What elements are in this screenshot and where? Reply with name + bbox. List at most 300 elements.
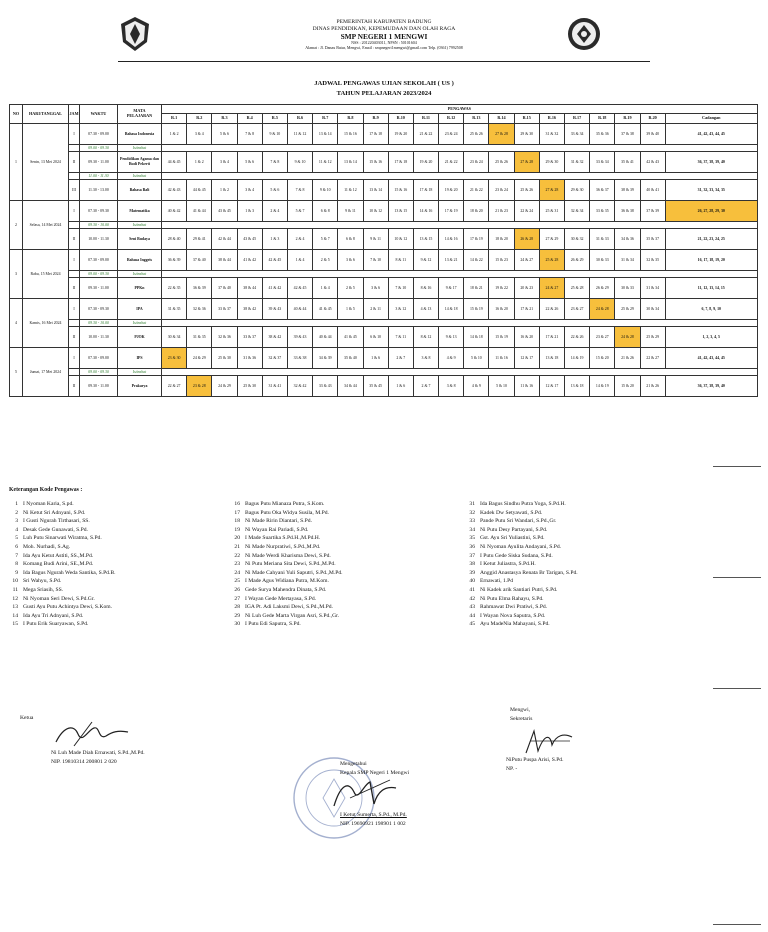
supervisor-pair-cell: 14 & 19 xyxy=(590,376,615,397)
supervisor-code-entry xyxy=(224,560,343,569)
supervisor-pair-cell: 25 & 30 xyxy=(237,376,262,397)
exam-time: 07.30 - 09.00 xyxy=(80,250,118,271)
supervisor-code-entry xyxy=(224,586,343,595)
day-date: Jumat, 17 Mei 2024 xyxy=(23,348,69,397)
col-header-room: R.16 xyxy=(539,114,564,124)
supervisor-pair-cell: 15 & 19 xyxy=(464,299,489,320)
supervisor-pair-cell: 12 & 17 xyxy=(539,376,564,397)
supervisor-pair-cell: 44 & 45 xyxy=(187,180,212,201)
supervisor-pair-cell: 7 & 8 xyxy=(237,124,262,145)
supervisor-code: 16 xyxy=(234,501,240,507)
supervisor-code: 21 xyxy=(234,543,240,550)
break-label: Istirahat xyxy=(118,271,162,278)
supervisor-pair-cell: 19 & 20 xyxy=(439,180,464,201)
supervisor-code: 7 xyxy=(15,552,18,559)
supervisor-code-legend-title: Keterangan Kode Pengawas : xyxy=(9,487,83,493)
reserve-supervisors: 36, 37, 38, 39, 40 xyxy=(665,376,757,397)
supervisor-code: 43 xyxy=(469,604,475,611)
supervisor-name: I Nyoman Karia, S.pd. xyxy=(23,501,74,507)
supervisor-code-entry xyxy=(224,603,343,612)
supervisor-pair-cell: 23 & 27 xyxy=(590,327,615,348)
supervisor-pair-cell: 13 & 14 xyxy=(338,152,363,173)
supervisor-pair-cell: 17 & 18 xyxy=(413,180,438,201)
signature-ketua-nip: NIP. 19810314 200801 2 020 xyxy=(51,758,117,765)
break-row xyxy=(10,145,758,152)
supervisor-code-entry xyxy=(459,526,578,535)
supervisor-code: 24 xyxy=(234,569,240,576)
reserve-supervisors: 1, 2, 3, 4, 5 xyxy=(665,327,757,348)
supervisor-pair-cell: 21 & 22 xyxy=(439,152,464,173)
supervisor-pair-cell: 16 & 20 xyxy=(514,327,539,348)
supervisor-pair-cell: 5 & 6 xyxy=(237,152,262,173)
supervisor-pair-cell: 31 & 35 xyxy=(187,327,212,348)
supervisor-pair-cell: 22 & 35 xyxy=(162,278,187,299)
col-header-room: R.4 xyxy=(237,114,262,124)
supervisor-code-entry xyxy=(224,517,343,526)
supervisor-name: Anggid Anastasya Renata Br Tarigan, S.Pd. xyxy=(480,569,578,576)
break-time: 09.30 - 10.00 xyxy=(80,222,118,229)
exam-row xyxy=(10,299,758,320)
day-number: 4 xyxy=(10,299,23,348)
supervisor-pair-cell: 1 & 2 xyxy=(187,152,212,173)
exam-subject: Pendidikan Agama dan Budi Pekerti xyxy=(118,152,162,173)
supervisor-pair-cell: 3 & 4 xyxy=(187,124,212,145)
supervisor-pair-cell: 24 & 27 xyxy=(514,250,539,271)
supervisor-code-entry xyxy=(2,620,116,629)
col-header-room: R.14 xyxy=(489,114,514,124)
signature-kepala-name: I Ketut Sumerta, S.Pd., M.Pd. xyxy=(340,812,407,818)
col-header-room: R.2 xyxy=(187,114,212,124)
supervisor-pair-cell: 44 & 45 xyxy=(162,152,187,173)
exam-jam: I xyxy=(69,299,80,320)
supervisor-pair-cell: 6 & 8 xyxy=(338,229,363,250)
supervisor-pair-cell: 22 & 26 xyxy=(539,299,564,320)
supervisor-pair-cell: 3 & 6 xyxy=(338,250,363,271)
supervisor-pair-cell: 38 & 44 xyxy=(237,278,262,299)
supervisor-pair-cell: 34 & 36 xyxy=(615,229,640,250)
col-header-no: NO xyxy=(10,105,23,124)
supervisor-pair-cell: 25 & 30 xyxy=(212,348,237,369)
supervisor-code-entry xyxy=(2,595,116,604)
supervisor-pair-cell: 13 & 15 xyxy=(388,201,413,222)
supervisor-name: Ni Putu Elma Rahayu, S.Pd. xyxy=(480,595,544,602)
break-row xyxy=(10,369,758,376)
supervisor-pair-cell: 25 & 31 xyxy=(539,201,564,222)
supervisor-name: Ayu MadeNia Mahayani, S.Pd. xyxy=(480,621,550,628)
supervisor-pair-cell: 42 & 43 xyxy=(640,152,665,173)
supervisor-pair-cell: 43 & 45 xyxy=(212,201,237,222)
supervisor-name: Ni Kadek arik Santiari Putri, S.Pd. xyxy=(480,586,558,593)
supervisor-pair-cell: 1 & 3 xyxy=(262,229,287,250)
supervisor-pair-cell: 23 & 30 xyxy=(162,348,187,369)
day-date: Senin, 13 Mei 2024 xyxy=(23,124,69,201)
supervisor-pair-cell: 28 & 40 xyxy=(162,229,187,250)
col-header-subject xyxy=(118,105,162,124)
reserve-supervisors: 31, 32, 33, 34, 35 xyxy=(665,180,757,201)
supervisor-pair-cell: 23 & 28 xyxy=(187,376,212,397)
supervisor-name: Desak Gede Gunawati, S.Pd. xyxy=(23,526,88,533)
supervisor-pair-cell: 9 & 11 xyxy=(363,229,388,250)
supervisor-pair-cell: 36 & 38 xyxy=(615,201,640,222)
supervisor-pair-cell: 34 & 39 xyxy=(313,348,338,369)
col-header-jam: JAM xyxy=(69,105,80,124)
supervisor-code: 17 xyxy=(234,509,240,516)
supervisor-code: 39 xyxy=(469,569,475,576)
supervisor-pair-cell: 33 & 37 xyxy=(212,299,237,320)
supervisor-pair-cell: 26 & 28 xyxy=(514,229,539,250)
supervisor-pair-cell: 5 & 6 xyxy=(262,180,287,201)
supervisor-pair-cell: 23 & 24 xyxy=(464,152,489,173)
supervisor-pair-cell: 8 & 16 xyxy=(413,278,438,299)
supervisor-pair-cell: 30 & 33 xyxy=(590,250,615,271)
supervisor-code: 25 xyxy=(234,578,240,585)
supervisor-name: Ida Ayu Tri Adnyani, S.Pd. xyxy=(23,612,84,619)
break-row xyxy=(10,173,758,180)
letterhead-line-1: PEMERINTAH KABUPATEN BADUNG xyxy=(336,19,432,25)
exam-jam: II xyxy=(69,376,80,397)
supervisor-pair-cell: 22 & 27 xyxy=(640,348,665,369)
supervisor-code-entry xyxy=(2,560,116,569)
supervisor-pair-cell: 6 & 10 xyxy=(363,327,388,348)
exam-row xyxy=(10,229,758,250)
supervisor-pair-cell: 30 & 34 xyxy=(162,327,187,348)
supervisor-pair-cell: 39 & 43 xyxy=(287,327,312,348)
supervisor-name: Ni Luh Gede Marta Virgan Asri, S.Pd.,Gr. xyxy=(245,612,340,619)
supervisor-code: 34 xyxy=(469,526,475,533)
signature-sekretaris-nip: NP. - xyxy=(506,765,518,772)
signature-kepala-block xyxy=(340,811,407,828)
supervisor-code-entry xyxy=(2,509,116,518)
supervisor-pair-cell: 14 & 19 xyxy=(565,348,590,369)
day-number: 1 xyxy=(10,124,23,201)
supervisor-pair-cell: 13 & 14 xyxy=(313,124,338,145)
break-empty xyxy=(162,320,758,327)
supervisor-pair-cell: 15 & 16 xyxy=(338,124,363,145)
supervisor-code: 13 xyxy=(12,604,18,611)
supervisor-pair-cell: 25 & 29 xyxy=(615,299,640,320)
supervisor-pair-cell: 6 & 8 xyxy=(313,201,338,222)
supervisor-code: 40 xyxy=(469,578,475,585)
supervisor-code-entry xyxy=(459,560,578,569)
break-empty xyxy=(162,271,758,278)
break-jam xyxy=(69,271,80,278)
supervisor-name: Ida Ayu Ketut Astiti, SS.,M.Pd. xyxy=(23,552,94,559)
supervisor-pair-cell: 8 & 12 xyxy=(413,327,438,348)
supervisor-pair-cell: 33 & 35 xyxy=(590,201,615,222)
supervisor-pair-cell: 3 & 4 xyxy=(212,152,237,173)
supervisor-pair-cell: 25 & 28 xyxy=(539,250,564,271)
day-number: 2 xyxy=(10,201,23,250)
supervisor-code-list-2 xyxy=(224,500,343,629)
supervisor-pair-cell: 7 & 10 xyxy=(363,250,388,271)
exam-jam: I xyxy=(69,250,80,271)
supervisor-pair-cell: 13 & 18 xyxy=(539,348,564,369)
supervisor-code-entry xyxy=(2,526,116,535)
supervisor-pair-cell: 38 & 42 xyxy=(237,299,262,320)
exam-time: 11.30 - 13.00 xyxy=(80,180,118,201)
supervisor-name: Pande Putu Sri Wandari, S.Pd.,Gr. xyxy=(480,518,557,525)
supervisor-pair-cell: 25 & 28 xyxy=(565,278,590,299)
supervisor-pair-cell: 5 & 10 xyxy=(464,348,489,369)
supervisor-pair-cell: 21 & 22 xyxy=(413,124,438,145)
supervisor-name: I Wayan Nova Saputra, S.Pd. xyxy=(480,612,546,619)
letterhead-address: Alamat : Jl. Danau Batur, Mengwi, Email : smpnegeri1mengwi@gmail.com Telp. (0361) 7992508 xyxy=(305,45,463,50)
break-jam xyxy=(69,145,80,152)
supervisor-pair-cell: 40 & 42 xyxy=(162,201,187,222)
supervisor-pair-cell: 9 & 10 xyxy=(262,124,287,145)
supervisor-pair-cell: 12 & 17 xyxy=(514,348,539,369)
supervisor-pair-cell: 24 & 29 xyxy=(187,348,212,369)
supervisor-pair-cell: 19 & 20 xyxy=(413,152,438,173)
supervisor-pair-cell: 2 & 5 xyxy=(338,278,363,299)
supervisor-name: Ida Bagus Ngurah Weda Santika, S.Pd.B. xyxy=(23,569,116,576)
supervisor-pair-cell: 26 & 29 xyxy=(590,278,615,299)
handwritten-signature-kepala xyxy=(330,776,400,810)
supervisor-pair-cell: 40 & 41 xyxy=(640,180,665,201)
supervisor-code-entry xyxy=(224,543,343,552)
supervisor-pair-cell: 21 & 26 xyxy=(640,376,665,397)
exam-jam: II xyxy=(69,278,80,299)
supervisor-code: 27 xyxy=(234,595,240,602)
supervisor-pair-cell: 21 & 23 xyxy=(489,201,514,222)
break-empty xyxy=(162,173,758,180)
exam-jam: II xyxy=(69,327,80,348)
letterhead-line-2: DINAS PENDIDIKAN, KEPEMUDAAN DAN OLAH RAGA xyxy=(312,26,456,32)
supervisor-pair-cell: 27 & 28 xyxy=(539,180,564,201)
supervisor-pair-cell: 1 & 4 xyxy=(313,278,338,299)
supervisor-pair-cell: 33 & 34 xyxy=(590,152,615,173)
day-date: Rabu, 15 Mei 2024 xyxy=(23,250,69,299)
supervisor-pair-cell: 24 & 28 xyxy=(615,327,640,348)
supervisor-pair-cell: 3 & 8 xyxy=(413,348,438,369)
supervisor-name: I Putu Erik Suaryawan, S.Pd. xyxy=(23,621,89,628)
supervisor-pair-cell: 11 & 12 xyxy=(287,124,312,145)
letterhead xyxy=(0,19,768,50)
supervisor-code-entry xyxy=(459,577,578,586)
supervisor-pair-cell: 9 & 10 xyxy=(287,152,312,173)
signature-sekretaris-name: NiPutu Puspa Arisi, S.Pd. xyxy=(506,757,564,763)
supervisor-pair-cell: 41 & 45 xyxy=(338,327,363,348)
supervisor-name: Ni Putu Meriana Sita Dewi, S.Pd.,M.Pd. xyxy=(245,561,336,568)
supervisor-pair-cell: 41 & 44 xyxy=(187,201,212,222)
supervisor-pair-cell: 31 & 36 xyxy=(237,348,262,369)
supervisor-pair-cell: 29 & 30 xyxy=(514,124,539,145)
supervisor-pair-cell: 5 & 6 xyxy=(212,124,237,145)
supervisor-code: 37 xyxy=(469,552,475,559)
supervisor-code-entry xyxy=(224,569,343,578)
exam-jam: I xyxy=(69,124,80,145)
col-header-day: HARI/TANGGAL xyxy=(23,105,69,124)
supervisor-code: 5 xyxy=(15,535,18,542)
exam-time: 07.30 - 09.00 xyxy=(80,124,118,145)
exam-time: 10.00 - 11.30 xyxy=(80,327,118,348)
supervisor-pair-cell: 14 & 16 xyxy=(413,201,438,222)
supervisor-pair-cell: 11 & 16 xyxy=(489,348,514,369)
exam-time: 09.30 - 11.00 xyxy=(80,278,118,299)
supervisor-pair-cell: 40 & 44 xyxy=(313,327,338,348)
supervisor-pair-cell: 39 & 43 xyxy=(262,299,287,320)
supervisor-code-entry xyxy=(224,534,343,543)
supervisor-code: 15 xyxy=(12,621,18,628)
exam-time: 10.00 - 11.30 xyxy=(80,229,118,250)
supervisor-pair-cell: 24 & 29 xyxy=(212,376,237,397)
break-row xyxy=(10,222,758,229)
reserve-supervisors: 11, 12, 13, 14, 15 xyxy=(665,278,757,299)
supervisor-code: 29 xyxy=(234,612,240,619)
supervisor-pair-cell: 31 & 33 xyxy=(590,229,615,250)
supervisor-name: I Wayan Gede Mertayasa, S.Pd. xyxy=(245,595,317,602)
break-jam xyxy=(69,320,80,327)
supervisor-code: 31 xyxy=(469,501,475,507)
supervisor-pair-cell: 14 & 18 xyxy=(439,299,464,320)
handwritten-signature-sekretaris xyxy=(520,727,576,757)
supervisor-code-entry xyxy=(2,543,116,552)
supervisor-code-entry xyxy=(224,552,343,561)
supervisor-code: 19 xyxy=(234,526,240,533)
margin-line xyxy=(713,466,761,467)
col-header-room: R.7 xyxy=(313,114,338,124)
supervisor-name: Gusti Ayu Putu Achintya Dewi, S.Kom. xyxy=(23,604,112,611)
supervisor-pair-cell: 7 & 8 xyxy=(262,152,287,173)
supervisor-code-entry xyxy=(2,603,116,612)
supervisor-code: 44 xyxy=(469,612,475,619)
supervisor-pair-cell: 42 & 43 xyxy=(162,180,187,201)
exam-row xyxy=(10,327,758,348)
supervisor-pair-cell: 5 & 10 xyxy=(489,376,514,397)
supervisor-name: Moh. Nurhadi, S.Ag. xyxy=(23,543,71,550)
supervisor-code: 18 xyxy=(234,518,240,525)
supervisor-pair-cell: 11 & 12 xyxy=(313,152,338,173)
supervisor-code-entry xyxy=(459,500,578,509)
supervisor-name: Kadek Dw Setyawati, S.Pd. xyxy=(480,509,543,516)
supervisor-pair-cell: 9 & 12 xyxy=(413,250,438,271)
supervisor-pair-cell: 9 & 17 xyxy=(439,278,464,299)
supervisor-code-entry xyxy=(224,509,343,518)
break-label: Istirahat xyxy=(118,222,162,229)
supervisor-name: Ni Nyoman Ayulita Andayani, S.Pd. xyxy=(480,543,562,550)
supervisor-pair-cell: 25 & 26 xyxy=(464,124,489,145)
supervisor-pair-cell: 30 & 33 xyxy=(615,278,640,299)
supervisor-code-entry xyxy=(459,534,578,543)
supervisor-pair-cell: 32 & 36 xyxy=(187,299,212,320)
supervisor-pair-cell: 18 & 20 xyxy=(489,229,514,250)
supervisor-pair-cell: 29 & 30 xyxy=(539,152,564,173)
margin-line xyxy=(713,577,761,578)
exam-subject: Seni Budaya xyxy=(118,229,162,250)
break-time: 09.00 - 09.30 xyxy=(80,271,118,278)
supervisor-code-entry xyxy=(2,569,116,578)
supervisor-pair-cell: 35 & 41 xyxy=(615,152,640,173)
supervisor-code: 2 xyxy=(15,509,18,516)
day-number: 3 xyxy=(10,250,23,299)
supervisor-pair-cell: 35 & 45 xyxy=(363,376,388,397)
supervisor-pair-cell: 22 & 27 xyxy=(162,376,187,397)
break-label: Istirahat xyxy=(118,173,162,180)
supervisor-pair-cell: 31 & 34 xyxy=(615,250,640,271)
supervisor-code: 45 xyxy=(469,621,475,628)
supervisor-pair-cell: 15 & 20 xyxy=(590,348,615,369)
supervisor-pair-cell: 30 & 34 xyxy=(640,299,665,320)
supervisor-pair-cell: 31 & 32 xyxy=(539,124,564,145)
supervisor-pair-cell: 10 & 12 xyxy=(363,201,388,222)
supervisor-pair-cell: 35 & 37 xyxy=(640,229,665,250)
supervisor-code: 11 xyxy=(12,586,18,593)
supervisor-name: Mega Sriasih, SS. xyxy=(23,586,64,593)
supervisor-code-entry xyxy=(2,534,116,543)
supervisor-pair-cell: 1 & 2 xyxy=(162,124,187,145)
supervisor-pair-cell: 33 & 34 xyxy=(565,124,590,145)
supervisor-pair-cell: 1 & 2 xyxy=(212,180,237,201)
supervisor-code-entry xyxy=(459,603,578,612)
supervisor-pair-cell: 2 & 4 xyxy=(287,229,312,250)
supervisor-pair-cell: 42 & 44 xyxy=(212,229,237,250)
supervisor-code: 6 xyxy=(15,543,18,550)
break-label: Istirahat xyxy=(118,145,162,152)
supervisor-pair-cell: 29 & 41 xyxy=(187,229,212,250)
supervisor-pair-cell: 17 & 21 xyxy=(539,327,564,348)
supervisor-code-entry xyxy=(224,595,343,604)
supervisor-pair-cell: 31 & 32 xyxy=(565,152,590,173)
supervisor-pair-cell: 1 & 3 xyxy=(237,201,262,222)
supervisor-pair-cell: 15 & 16 xyxy=(363,152,388,173)
exam-jam: II xyxy=(69,152,80,173)
supervisor-pair-cell: 37 & 39 xyxy=(640,201,665,222)
supervisor-pair-cell: 18 & 20 xyxy=(464,201,489,222)
supervisor-pair-cell: 13 & 21 xyxy=(439,250,464,271)
supervisor-pair-cell: 11 & 16 xyxy=(514,376,539,397)
supervisor-pair-cell: 40 & 44 xyxy=(287,299,312,320)
document-title xyxy=(0,79,768,99)
supervisor-code: 4 xyxy=(15,526,18,533)
supervisor-name: Ni Wayan Rai Pariadi, S.Pd. xyxy=(245,526,309,533)
supervisor-pair-cell: 10 & 12 xyxy=(388,229,413,250)
supervisor-pair-cell: 11 & 12 xyxy=(338,180,363,201)
supervisor-code-entry xyxy=(2,586,116,595)
signature-ketua-name: Ni Luh Made Diah Ernawati, S.Pd.,M.Pd. xyxy=(51,750,145,756)
supervisor-pair-cell: 5 & 7 xyxy=(313,229,338,250)
supervisor-name: Rahmawat Dwi Pratiwi, S.Pd. xyxy=(480,604,548,611)
supervisor-name: I Putu Edi Saputra, S.Pd. xyxy=(245,621,301,628)
supervisor-pair-cell: 24 & 28 xyxy=(590,299,615,320)
supervisor-name: Ni Putu Desy Partayani, S.Pd. xyxy=(480,526,548,533)
supervisor-code: 14 xyxy=(12,612,18,619)
supervisor-code: 41 xyxy=(469,586,475,593)
supervisor-code: 12 xyxy=(12,595,18,602)
supervisor-pair-cell: 38 & 39 xyxy=(615,180,640,201)
col-header-room: R.12 xyxy=(439,114,464,124)
supervisor-code-entry xyxy=(2,552,116,561)
signature-ketua-block xyxy=(51,749,145,766)
reserve-supervisors: 41, 42, 43, 44, 45 xyxy=(665,348,757,369)
supervisor-code-entry xyxy=(2,517,116,526)
exam-subject: Bahasa Inggris xyxy=(118,250,162,271)
supervisor-code-entry xyxy=(459,586,578,595)
break-row xyxy=(10,320,758,327)
supervisor-pair-cell: 13 & 18 xyxy=(565,376,590,397)
supervisor-name: I Ketut Juliastra, S.Pd.H. xyxy=(480,561,536,568)
supervisor-pair-cell: 42 & 45 xyxy=(287,278,312,299)
supervisor-pair-cell: 32 & 42 xyxy=(287,376,312,397)
signature-sekretaris xyxy=(510,706,532,723)
supervisor-pair-cell: 25 & 29 xyxy=(640,327,665,348)
supervisor-pair-cell: 8 & 11 xyxy=(388,250,413,271)
supervisor-code-list-1 xyxy=(2,500,116,629)
supervisor-pair-cell: 15 & 20 xyxy=(615,376,640,397)
supervisor-name: Ni Ketut Sri Adnyani, S.Pd. xyxy=(23,509,86,516)
col-header-room: R.5 xyxy=(262,114,287,124)
supervisor-code-entry xyxy=(224,620,343,629)
break-jam xyxy=(69,173,80,180)
